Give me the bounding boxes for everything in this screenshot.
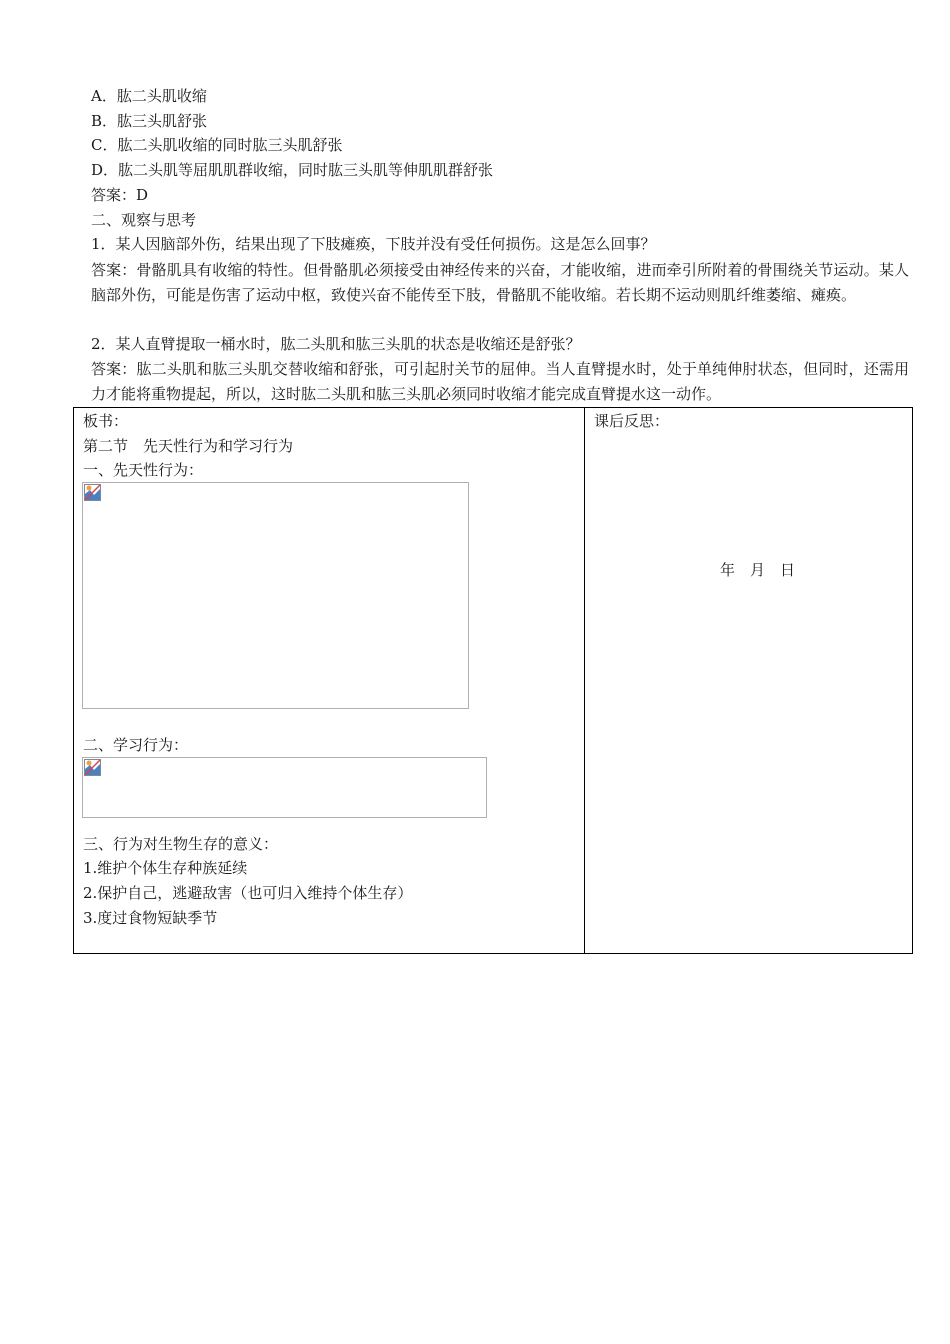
significance-item-2: 2.保护自己，逃避敌害（也可归入维持个体生存） [83, 884, 413, 902]
board-table [73, 407, 913, 954]
board-label: 板书： [83, 412, 129, 430]
answer-line: 答案：D [91, 186, 149, 204]
answer-1: 答案：骨骼肌具有收缩的特性。但骨骼肌必须接受由神经传来的兴奋，才能收缩，进而牵引所附着的骨围绕关节运动。某人脑部外伤，可能是伤害了运动中枢，致使兴奋不能传至下肢，骨骼肌不能收缩。若长期不运动则肌纤维萎缩、瘫痪。 [91, 261, 909, 304]
innate-behavior-image [82, 482, 469, 709]
broken-image-icon [84, 484, 101, 501]
learned-behavior-image [82, 757, 487, 818]
board-title: 第二节 先天性行为和学习行为 [83, 437, 294, 455]
table-divider [584, 408, 585, 953]
section-innate-behavior: 一、先天性行为： [83, 461, 204, 479]
question-1: 1．某人因脑部外伤，结果出现了下肢瘫痪，下肢并没有受任何损伤。这是怎么回事？ [91, 235, 656, 253]
reflection-label: 课后反思： [594, 412, 670, 430]
significance-item-1: 1.维护个体生存种族延续 [83, 859, 248, 877]
option-b: B．肱三头肌舒张 [91, 112, 208, 130]
option-c: C．肱二头肌收缩的同时肱三头肌舒张 [91, 136, 343, 154]
section-heading: 二、观察与思考 [91, 211, 197, 229]
broken-image-icon [84, 759, 101, 776]
reflection-date: 年 月 日 [720, 561, 796, 579]
significance-item-3: 3.度过食物短缺季节 [83, 909, 218, 927]
question-2: 2．某人直臂提取一桶水时，肱二头肌和肱三头肌的状态是收缩还是舒张？ [91, 335, 581, 353]
section-learned-behavior: 二、学习行为： [83, 736, 189, 754]
option-d: D．肱二头肌等屈肌肌群收缩，同时肱三头肌等伸肌肌群舒张 [91, 161, 494, 179]
section-significance: 三、行为对生物生存的意义： [83, 835, 279, 853]
answer-2: 答案：肱二头肌和肱三头肌交替收缩和舒张，可引起肘关节的屈伸。当人直臂提水时，处于单纯伸肘状态，但同时，还需用力才能将重物提起，所以，这时肱二头肌和肱三头肌必须同时收缩才能完成直臂提水这一动作。 [91, 360, 909, 403]
option-a: A．肱二头肌收缩 [91, 87, 207, 105]
